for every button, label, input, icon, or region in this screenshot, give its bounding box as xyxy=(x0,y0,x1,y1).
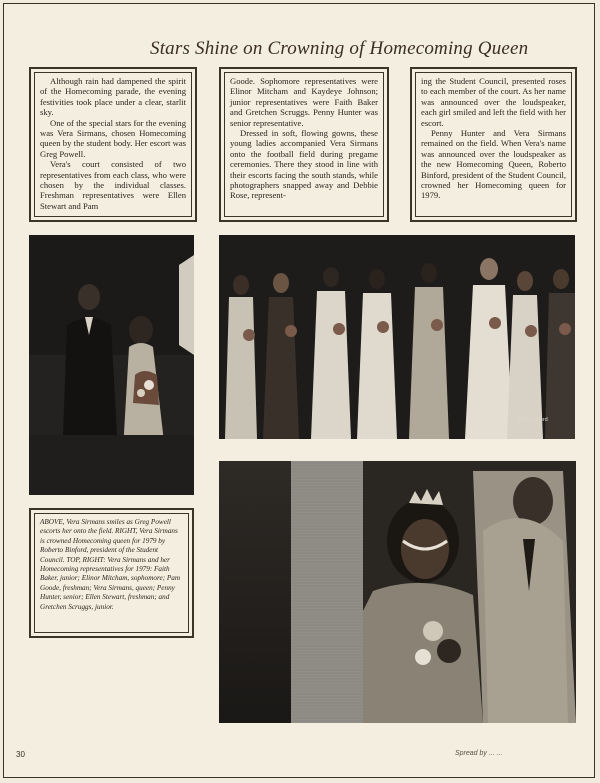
column-3-paragraph-2: Penny Hunter and Vera Sirmans remained on the field. When Vera's name was announced over the loudspeaker as the new Homecoming Queen, Roberto Binford, president of the Student Council, crowned her Homecoming queen for 1979. xyxy=(421,128,566,201)
photo-queen-escorted xyxy=(29,235,194,495)
column-1-paragraph-1: Although rain had dampened the spirit of the Homecoming parade, the evening festivities took place under a clear, starlit sky. xyxy=(40,76,186,118)
column-1-paragraph-3: Vera's court consisted of two representatives from each class, who were chosen by the individual classes. Freshman representatives were Ellen Stewart and Pam xyxy=(40,159,186,211)
photo-crowning xyxy=(363,461,576,723)
article-column-2 xyxy=(219,67,389,222)
gray-halftone-panel xyxy=(291,461,363,723)
photo-homecoming-court xyxy=(219,235,575,439)
column-1-paragraph-2: One of the special stars for the evening was Vera Sirmans, chosen Homecoming queen by the student body. Her escort was Greg Powell. xyxy=(40,117,186,159)
photo-caption-box xyxy=(29,508,194,638)
photo-dark-panel xyxy=(219,461,291,723)
photo-caption: ABOVE, Vera Sirmans smiles as Greg Powell escorts her onto the field. RIGHT, Vera Sirmans is crowned Homecoming queen for 1979 by Roberto Binford, president of the Student Council. TOP, RIGHT: Vera Sirmans and her Homecoming representatives for 1979: Faith Baker, junior; Elinor Mitcham, sophomore; Pam Goode, freshman; Vera Sirmans, queen; Penny Hunter, senior; Ellen Stewart, freshman; and Gretchen Scruggs, junior. xyxy=(34,513,189,633)
page-number: 30 xyxy=(16,750,25,759)
photo-credit: Danny Ford xyxy=(519,417,548,423)
column-3-paragraph-1: ing the Student Council, presented roses to each member of the court. As her name was announced over the loudspeaker, each girl smiled and left the field with her escort. xyxy=(421,76,566,128)
page-headline: Stars Shine on Crowning of Homecoming Queen xyxy=(150,38,529,59)
column-2-paragraph-2: Dressed in soft, flowing gowns, these young ladies accompanied Vera Sirmans onto the football field during pregame ceremonies. There they stood in line with their escorts facing the south stands, while photographers snapped away and Debbie Rose, represent- xyxy=(230,128,378,201)
article-column-3 xyxy=(410,67,577,222)
column-2-paragraph-1: Goode. Sophomore representatives were Elinor Mitcham and Kaydeye Johnson; junior representatives were Faith Baker and Gretchen Scruggs. Penny Hunter was senior representative. xyxy=(230,76,378,128)
article-column-1 xyxy=(29,67,197,222)
spread-credit: Spread by ... ... xyxy=(455,750,503,757)
